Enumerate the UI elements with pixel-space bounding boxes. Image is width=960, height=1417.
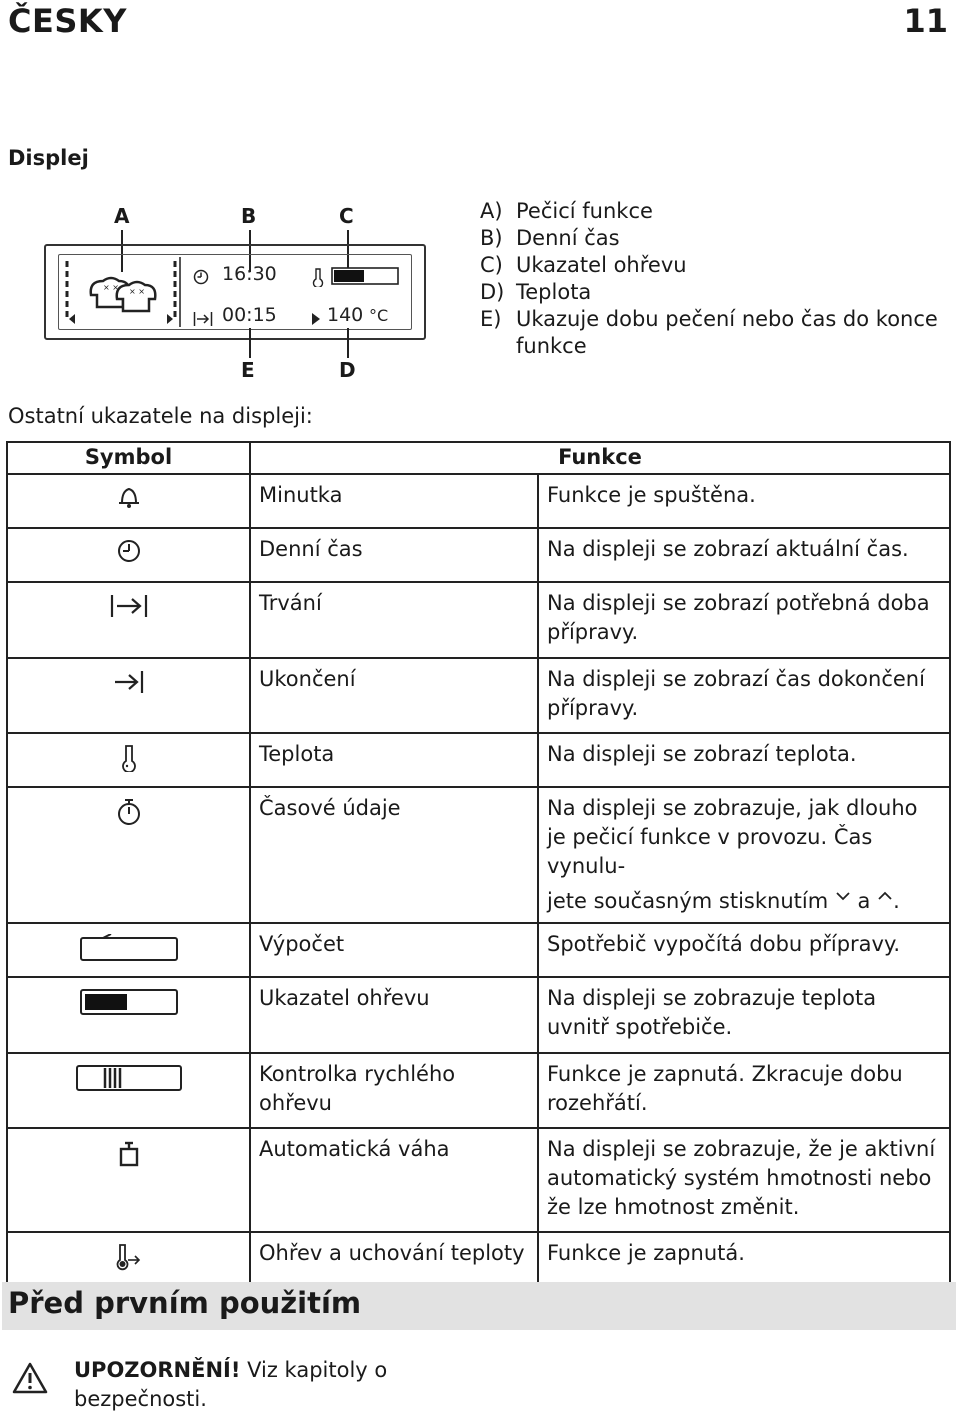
legend-item: A) Pečicí funkce: [480, 199, 653, 223]
display-screen: [58, 254, 412, 330]
heat-indicator-bar: [331, 267, 399, 285]
header-function: Funkce: [250, 442, 950, 474]
row-function: Spotřebič vypočítá dobu přípravy.: [538, 923, 950, 977]
header-language: ČESKY: [8, 2, 127, 40]
keep-warm-icon: [115, 1243, 143, 1271]
row-name: Ohřev a uchování teploty: [250, 1232, 538, 1286]
table-row: [7, 1053, 950, 1128]
display-duration: 00:15: [222, 304, 277, 326]
display-frame: [44, 244, 426, 340]
end-time-icon: [113, 669, 145, 695]
row-name: Trvání: [250, 582, 538, 658]
table-row: [7, 977, 950, 1053]
svg-text:× ×: × ×: [103, 283, 119, 292]
table-row: [7, 733, 950, 787]
legend-item: B) Denní čas: [480, 226, 620, 250]
row-name: Ukazatel ohřevu: [250, 977, 538, 1053]
duration-icon: [193, 311, 213, 327]
row-name: Automatická váha: [250, 1128, 538, 1232]
indicators-table: [6, 441, 951, 1287]
display-diagram: [40, 200, 430, 385]
row-function: Funkce je zapnutá. Zkracuje dobu rozehřátí.: [538, 1053, 950, 1128]
row-function: Na displeji se zobrazí aktuální čas.: [538, 528, 950, 582]
bell-icon: [118, 485, 140, 509]
display-temp-unit: °C: [369, 306, 389, 325]
clock-icon: [193, 269, 209, 285]
row-name: Výpočet: [250, 923, 538, 977]
warning-text: [74, 1356, 404, 1414]
svg-text:× ×: × ×: [129, 287, 145, 296]
table-row: [7, 474, 950, 528]
duration-icon: [110, 593, 148, 619]
heat-indicator-bar-icon: [79, 988, 179, 1016]
fast-heat-bar-icon: [75, 1064, 183, 1092]
up-button-icon: [877, 890, 893, 902]
row-function: Na displeji se zobrazí potřebná doba přípravy.: [538, 582, 950, 658]
other-indicators-title: Ostatní ukazatele na displeji:: [8, 404, 313, 428]
row-function: Na displeji se zobrazí čas dokončení přípravy.: [538, 658, 950, 733]
callout-b: B: [241, 204, 257, 228]
display-divider: [179, 257, 181, 327]
table-row: [7, 528, 950, 582]
row-function: Funkce je spuštěna.: [538, 474, 950, 528]
warning-label: UPOZORNĚNÍ!: [74, 1358, 241, 1382]
thermometer-icon: [120, 744, 138, 772]
row-name: Denní čas: [250, 528, 538, 582]
callout-c: C: [339, 204, 354, 228]
stopwatch-icon: [116, 798, 142, 826]
row-function: Na displeji se zobrazuje, jak dlouho je pečicí funkce v provozu. Čas vynulu- jete současným stisknutím a .: [538, 787, 950, 923]
warning-body: Viz kapitoly o bezpečnosti.: [74, 1358, 388, 1411]
row-name: Ukončení: [250, 658, 538, 733]
table-row: [7, 1128, 950, 1232]
display-time: 16:30: [222, 263, 277, 285]
baking-function-icon: [65, 259, 185, 325]
page-number: 11: [903, 2, 948, 40]
row-function: Na displeji se zobrazí teplota.: [538, 733, 950, 787]
callout-e-line: [249, 328, 251, 358]
calculation-bar-icon: [79, 934, 179, 962]
display-temperature: 140: [327, 304, 364, 326]
header-symbol: Symbol: [7, 442, 250, 474]
section-title: Displej: [8, 146, 89, 170]
clock-icon: [117, 539, 141, 563]
table-row: [7, 1232, 950, 1286]
table-row: [7, 787, 950, 923]
callout-d-line: [347, 328, 349, 358]
section-heading: Před prvním použitím: [8, 1286, 362, 1320]
row-name: Kontrolka rychlého ohřevu: [250, 1053, 538, 1128]
down-button-icon: [835, 890, 851, 902]
legend-item: E) Ukazuje dobu pečení nebo čas do konce funkce: [480, 307, 938, 358]
thermometer-icon: [311, 267, 325, 287]
play-arrow-icon: [311, 312, 321, 326]
warning-icon: [12, 1362, 48, 1394]
row-name: Časové údaje: [250, 787, 538, 923]
weight-icon: [119, 1139, 139, 1167]
callout-d: D: [339, 358, 356, 382]
callout-a: A: [114, 204, 130, 228]
row-function: Funkce je zapnutá.: [538, 1232, 950, 1286]
table-row: [7, 582, 950, 658]
row-function: Na displeji se zobrazuje, že je aktivní automatický systém hmotnosti nebo že lze hmotnost změnit.: [538, 1128, 950, 1232]
legend-item: D) Teplota: [480, 280, 592, 304]
callout-e: E: [241, 358, 255, 382]
row-name: Teplota: [250, 733, 538, 787]
row-name: Minutka: [250, 474, 538, 528]
table-row: [7, 658, 950, 733]
legend-item: C) Ukazatel ohřevu: [480, 253, 687, 277]
row-function: Na displeji se zobrazuje teplota uvnitř spotřebiče.: [538, 977, 950, 1053]
table-header-row: [7, 442, 950, 474]
display-legend: [480, 198, 956, 360]
table-row: [7, 923, 950, 977]
